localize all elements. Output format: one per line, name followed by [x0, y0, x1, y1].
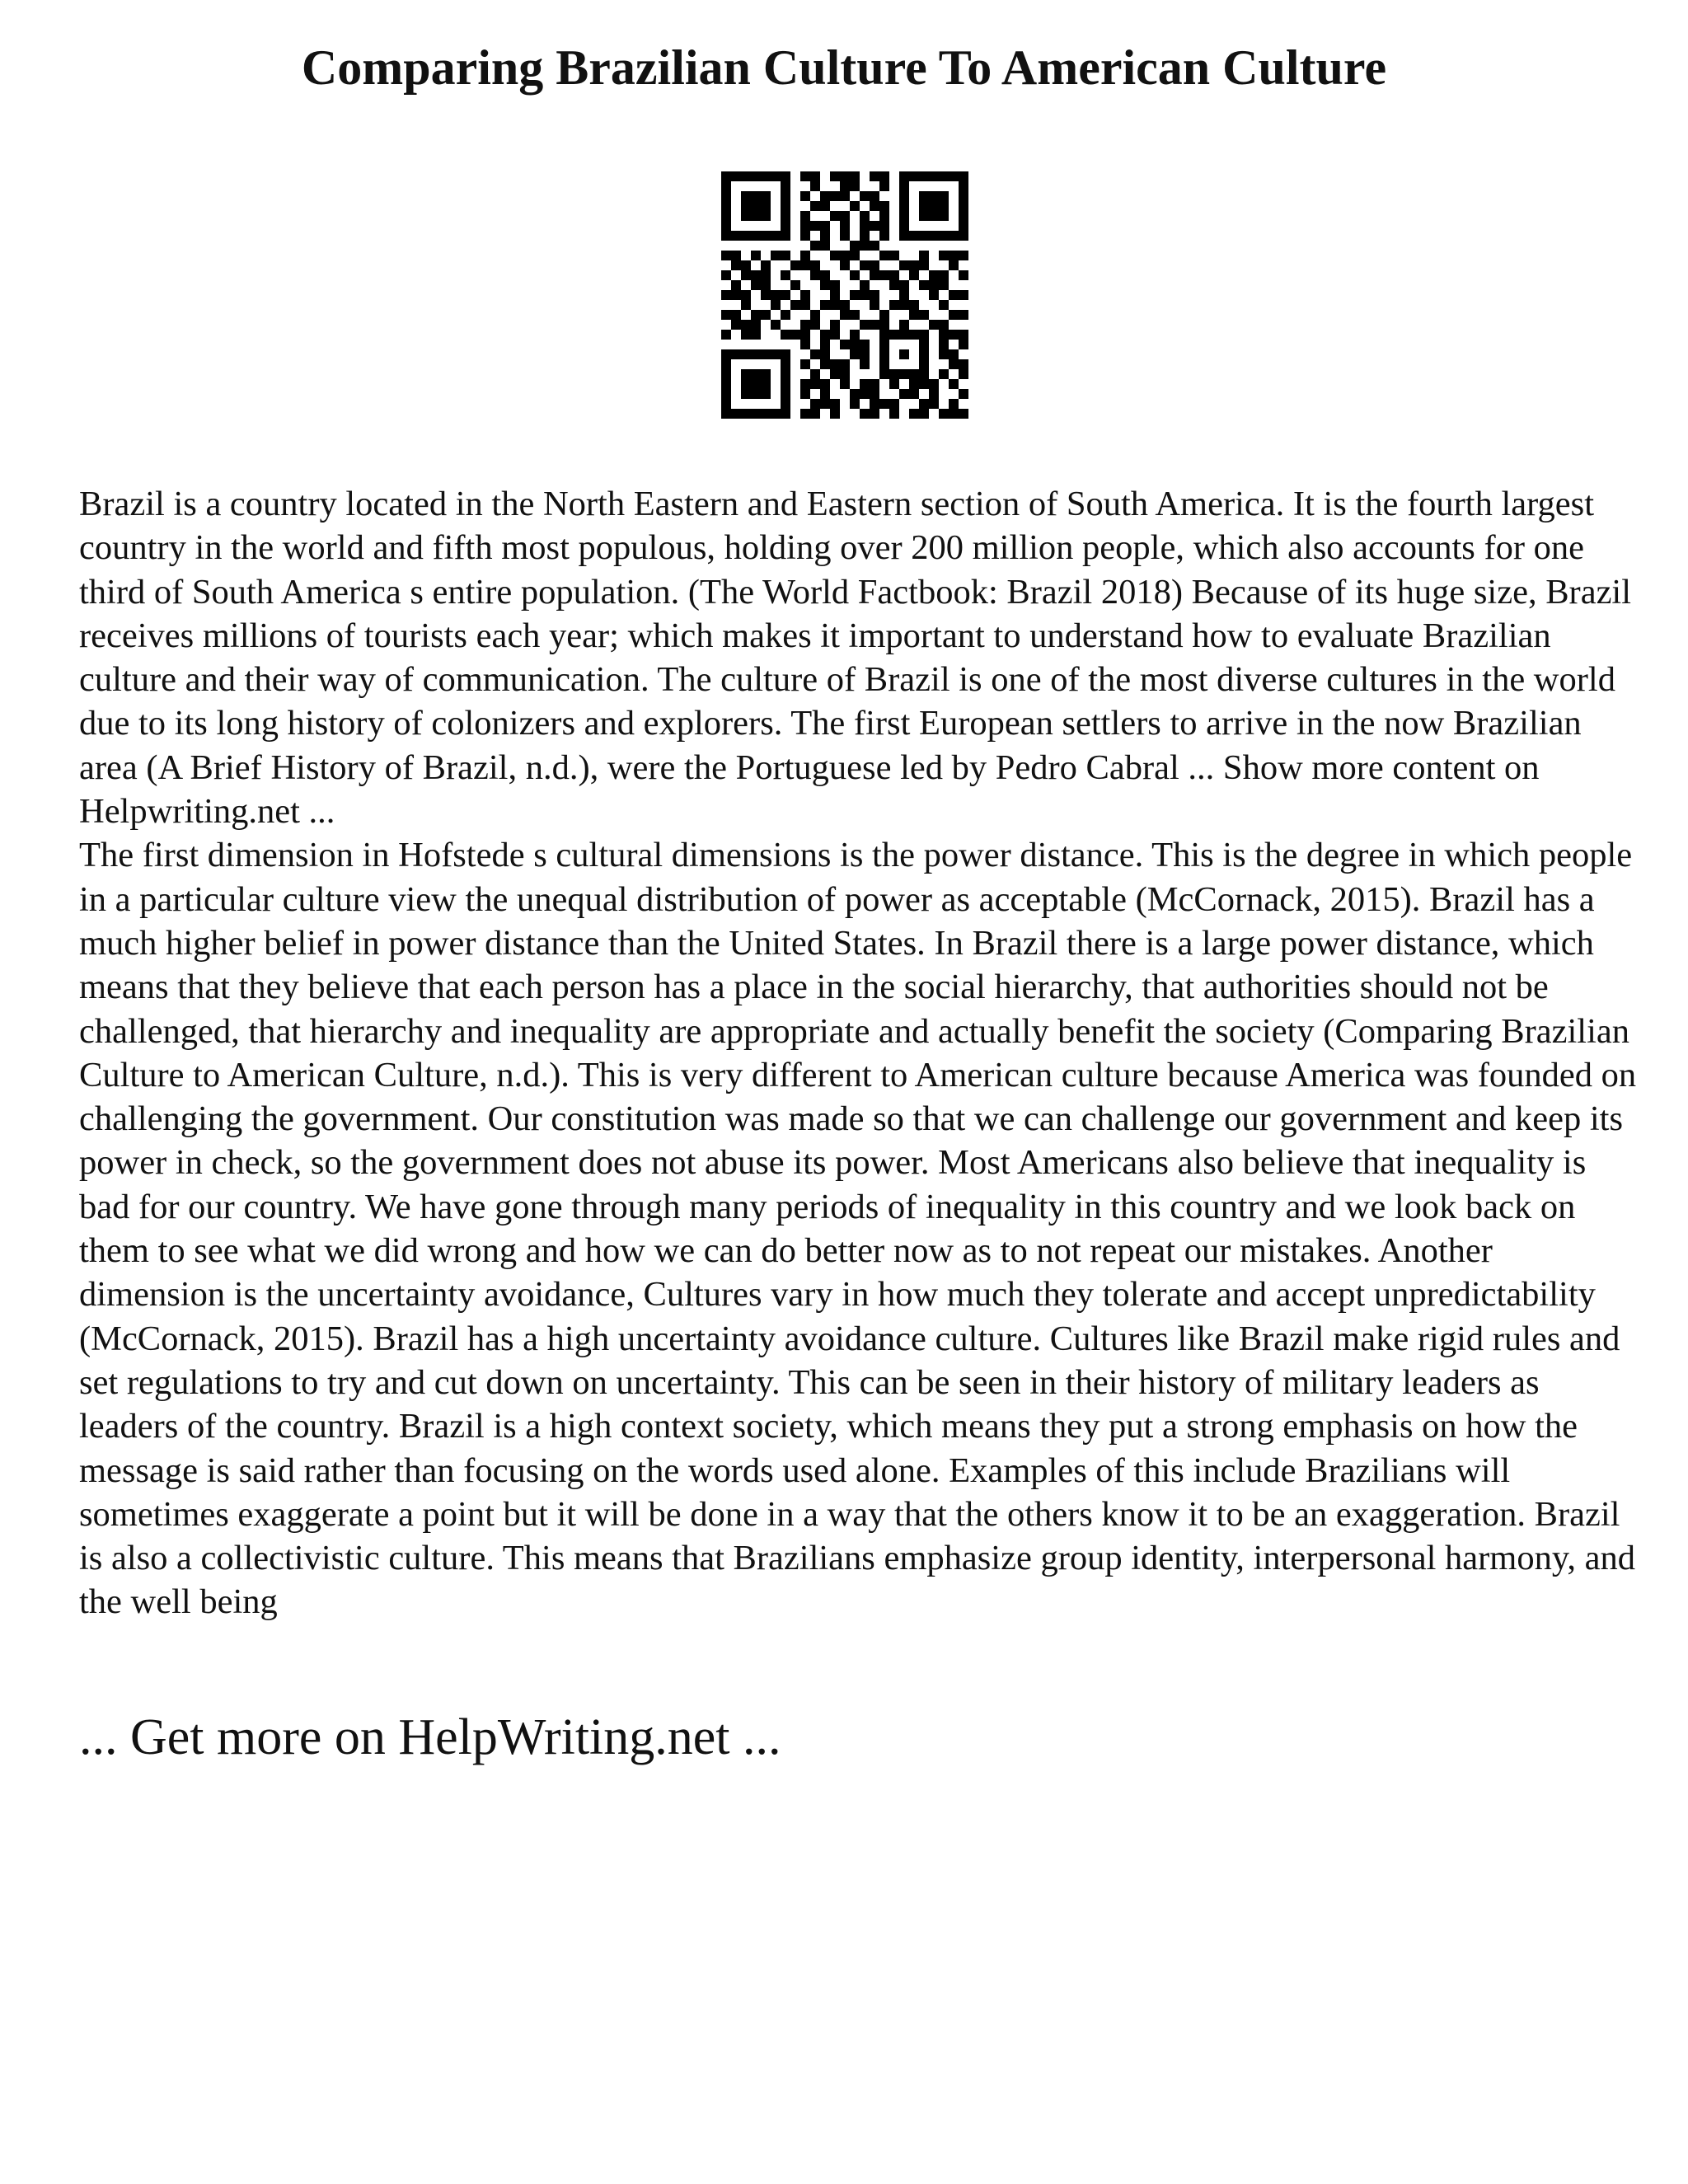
document-body — [79, 482, 1637, 1624]
qr-code-icon — [721, 171, 968, 419]
paragraph-intro: Brazil is a country located in the North Eastern and Eastern section of South America. It is the fourth largest country in the world and fifth most populous, holding over 200 million people, which also accounts for one third of South America s entire population. (The World Factbook: Brazil 2018) Because of its huge size, Brazil receives millions of tourists each year; which makes it important to understand how to evaluate Brazilian culture and their way of communication. The culture of Brazil is one of the most diverse cultures in the world due to its long history of colonizers and explorers. The first European settlers to arrive in the now Brazilian area (A Brief History of Brazil, n.d.), were the Portuguese led by Pedro Cabral ... Show more content on Helpwriting.net ... — [79, 485, 1632, 832]
document-title: Comparing Brazilian Culture To American Culture — [301, 40, 1387, 95]
paragraph-dimensions: The first dimension in Hofstede s cultural dimensions is the power distance. This is the degree in which people in a particular culture view the unequal distribution of power as acceptable (McCornack, 2015). Brazil has a much higher belief in power distance than the United States. In Brazil there is a large power distance, which means that they believe that each person has a place in the social hierarchy, that authorities should not be challenged, that hierarchy and inequality are appropriate and actually benefit the society (Comparing Brazilian Culture to American Culture, n.d.). This is very different to American culture because America was founded on challenging the government. Our constitution was made so that we can challenge our government and keep its power in check, so the government does not abuse its power. Most Americans also believe that inequality is bad for our country. We have gone through many periods of inequality in this country and we look back on them to see what we did wrong and how we can do better now as to not repeat our mistakes. Another dimension is the uncertainty avoidance, Cultures vary in how much they tolerate and accept unpredictability (McCornack, 2015). Brazil has a high uncertainty avoidance culture. Cultures like Brazil make rigid rules and set regulations to try and cut down on uncertainty. This can be seen in their history of military leaders as leaders of the country. Brazil is a high context society, which means they put a strong emphasis on how the message is said rather than focusing on the words used alone. Examples of this include Brazilians will sometimes exaggerate a point but it will be done in a way that the others know it to be an exaggeration. Brazil is also a collectivistic culture. This means that Brazilians emphasize group identity, interpersonal harmony, and the well being — [79, 836, 1637, 1622]
get-more-link[interactable]: ... Get more on HelpWriting.net ... — [79, 1709, 781, 1765]
